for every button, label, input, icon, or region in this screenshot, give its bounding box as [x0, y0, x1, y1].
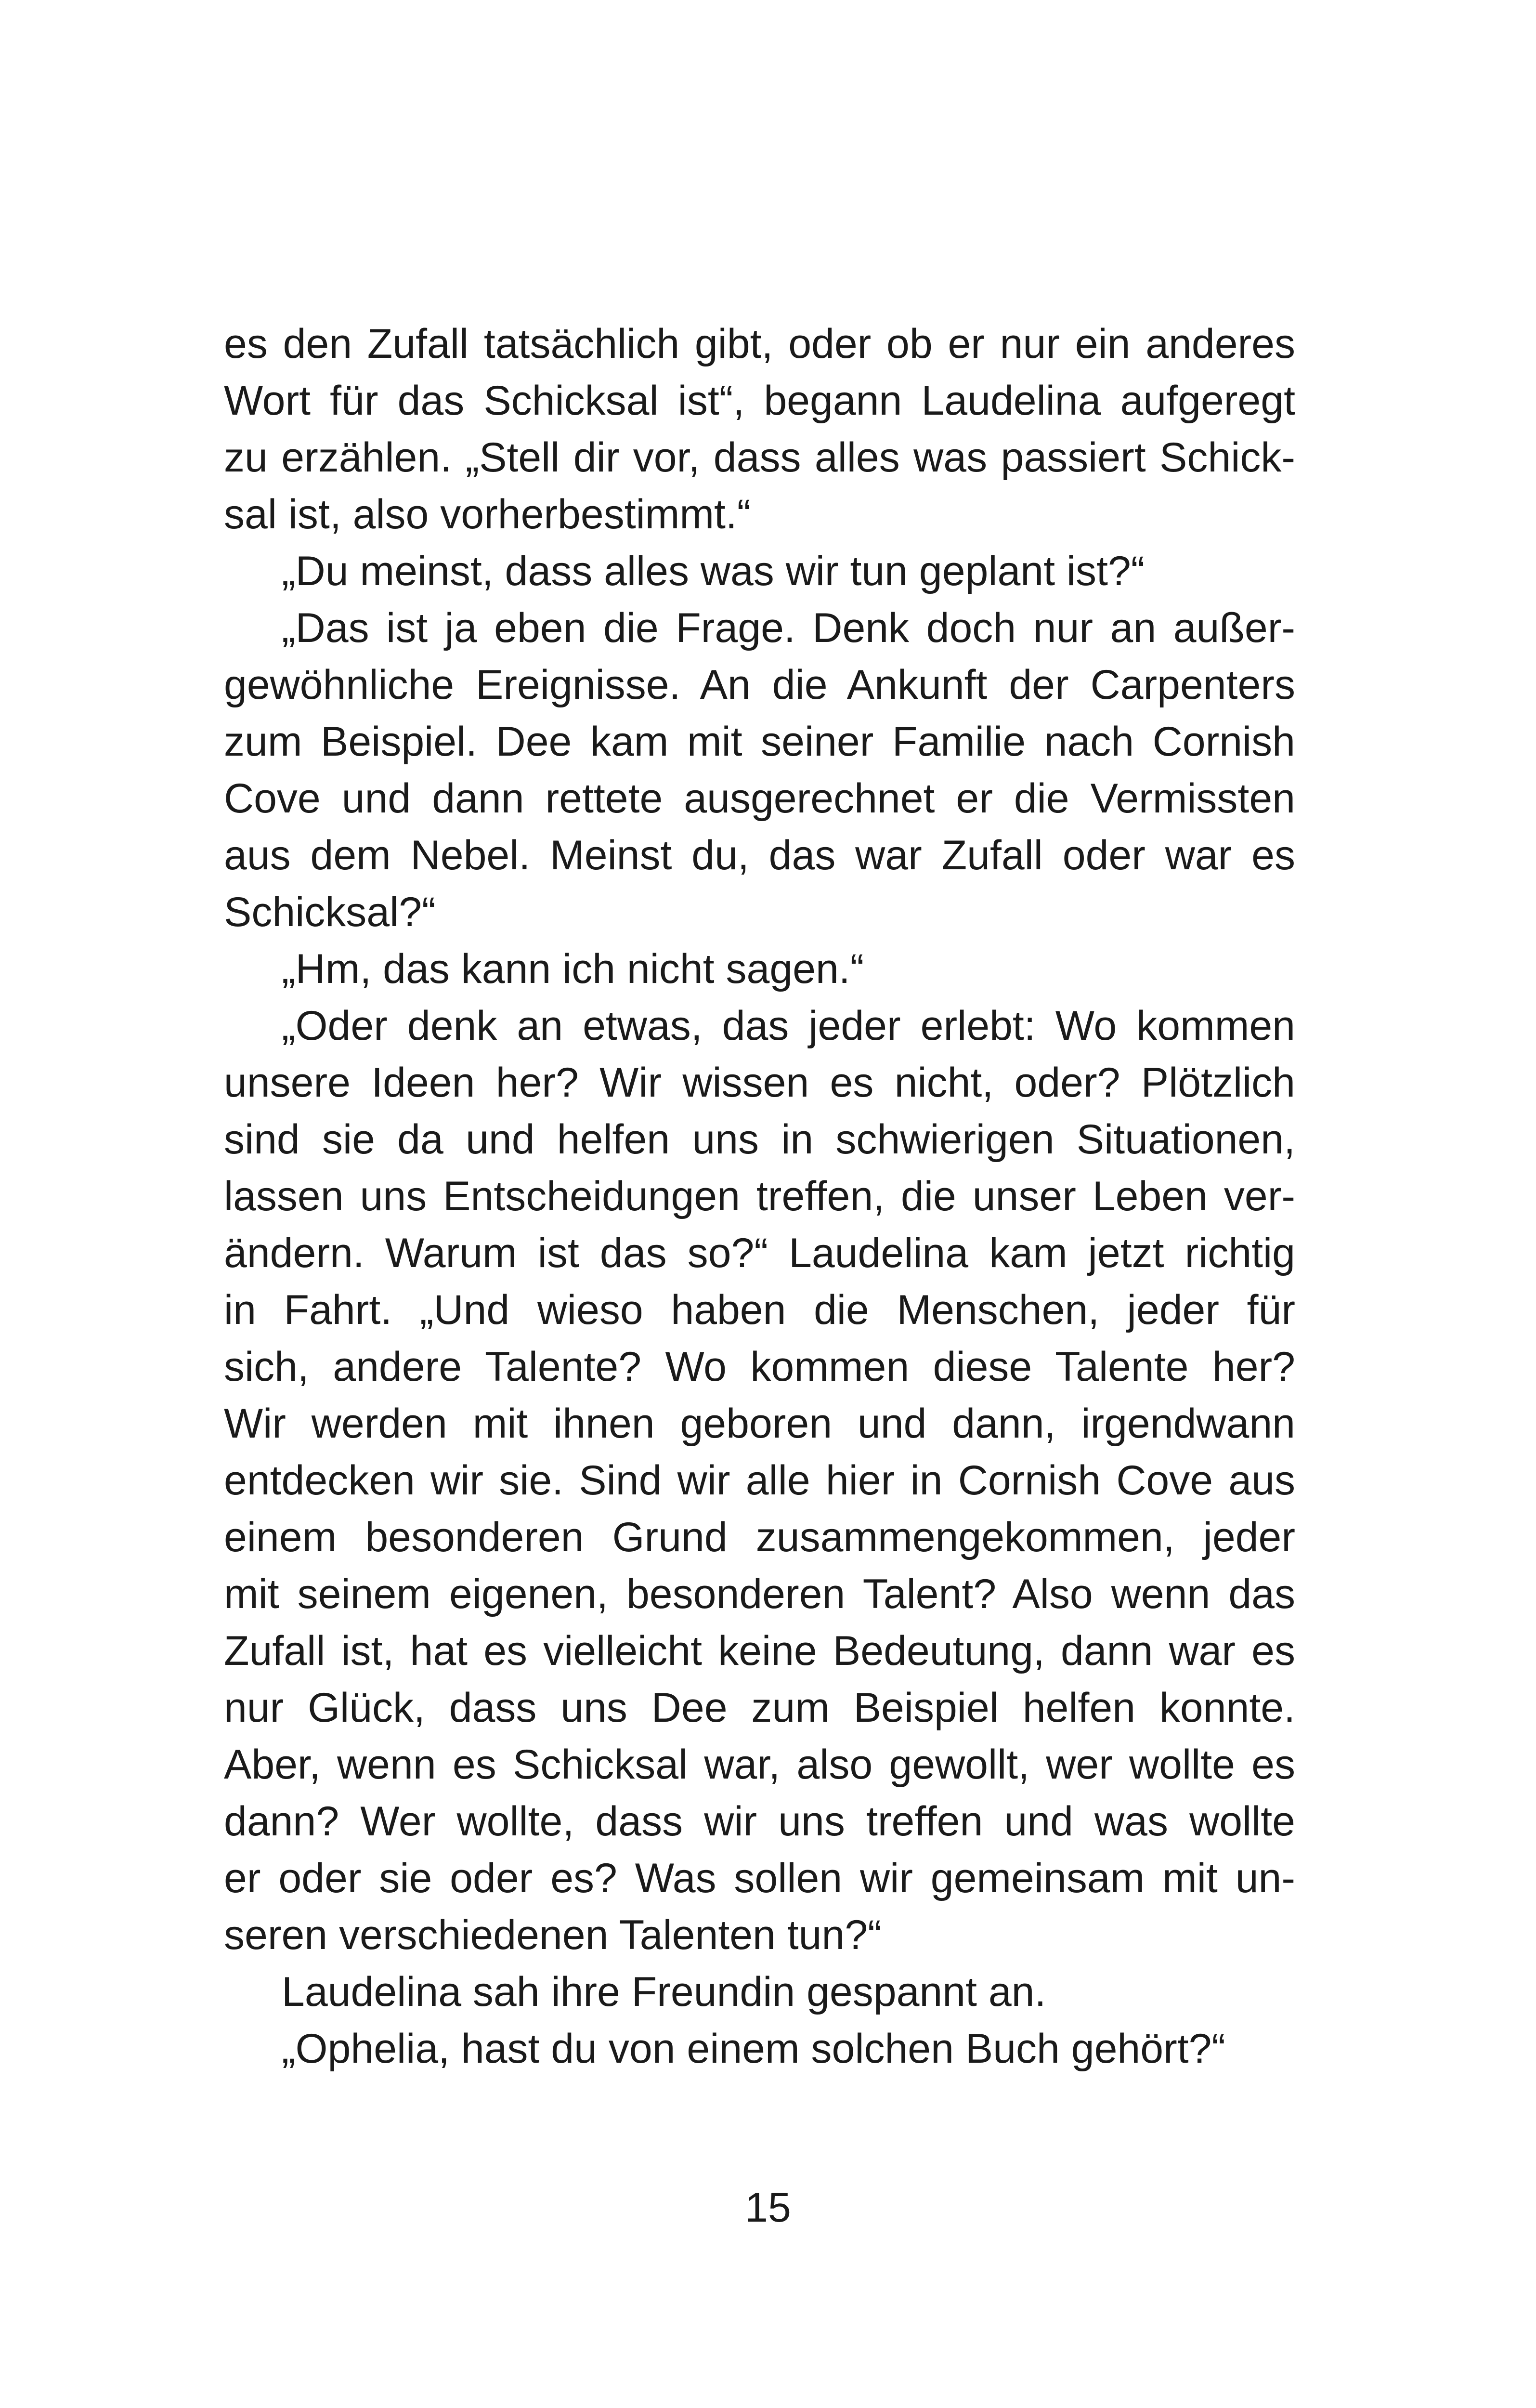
text-line: Wir werden mit ihnen geboren und dann, irgendwann	[224, 1400, 1295, 1447]
page-number: 15	[745, 2185, 791, 2231]
text-line: er oder sie oder es? Was sollen wir gemeinsam mit un-	[224, 1855, 1295, 1901]
text-line: lassen uns Entscheidungen treffen, die unser Leben ver-	[224, 1173, 1295, 1219]
text-line: es den Zufall tatsächlich gibt, oder ob er nur ein anderes	[224, 321, 1295, 367]
text-line: unsere Ideen her? Wir wissen es nicht, oder? Plötzlich	[224, 1060, 1295, 1106]
text-line: mit seinem eigenen, besonderen Talent? Also wenn das	[224, 1571, 1295, 1617]
text-line: zum Beispiel. Dee kam mit seiner Familie nach Cornish	[224, 719, 1295, 765]
text-line: in Fahrt. „Und wieso haben die Menschen, jeder für	[224, 1287, 1295, 1333]
text-line: seren verschiedenen Talenten tun?“	[224, 1912, 882, 1958]
text-line: Laudelina sah ihre Freundin gespannt an.	[282, 1969, 1046, 2015]
text-line: zu erzählen. „Stell dir vor, dass alles was passiert Schick-	[224, 434, 1295, 481]
text-line: Aber, wenn es Schicksal war, also gewollt, wer wollte es	[224, 1741, 1295, 1788]
text-line: ändern. Warum ist das so?“ Laudelina kam jetzt richtig	[224, 1230, 1295, 1276]
text-line: Schicksal?“	[224, 889, 436, 935]
text-line: „Du meinst, dass alles was wir tun geplant ist?“	[282, 548, 1145, 594]
text-line: „Das ist ja eben die Frage. Denk doch nur an außer-	[282, 605, 1295, 651]
text-line: „Oder denk an etwas, das jeder erlebt: Wo kommen	[282, 1003, 1295, 1049]
text-line: sal ist, also vorherbestimmt.“	[224, 491, 751, 537]
text-line: Wort für das Schicksal ist“, begann Laudelina aufgeregt	[224, 378, 1295, 424]
text-line: sich, andere Talente? Wo kommen diese Talente her?	[224, 1344, 1295, 1390]
text-line: „Hm, das kann ich nicht sagen.“	[282, 946, 864, 992]
text-line: Zufall ist, hat es vielleicht keine Bedeutung, dann war es	[224, 1628, 1295, 1674]
text-line: sind sie da und helfen uns in schwierigen Situationen,	[224, 1116, 1295, 1163]
text-line: entdecken wir sie. Sind wir alle hier in Cornish Cove aus	[224, 1457, 1295, 1504]
text-line: dann? Wer wollte, dass wir uns treffen und was wollte	[224, 1798, 1295, 1845]
text-line: Cove und dann rettete ausgerechnet er die Vermissten	[224, 775, 1295, 822]
text-line: aus dem Nebel. Meinst du, das war Zufall oder war es	[224, 832, 1295, 878]
text-line: gewöhnliche Ereignisse. An die Ankunft der Carpenters	[224, 662, 1295, 708]
text-line: „Ophelia, hast du von einem solchen Buch gehört?“	[282, 2026, 1226, 2072]
text-line: einem besonderen Grund zusammengekommen, jeder	[224, 1514, 1295, 1560]
text-line: nur Glück, dass uns Dee zum Beispiel helfen konnte.	[224, 1685, 1295, 1731]
